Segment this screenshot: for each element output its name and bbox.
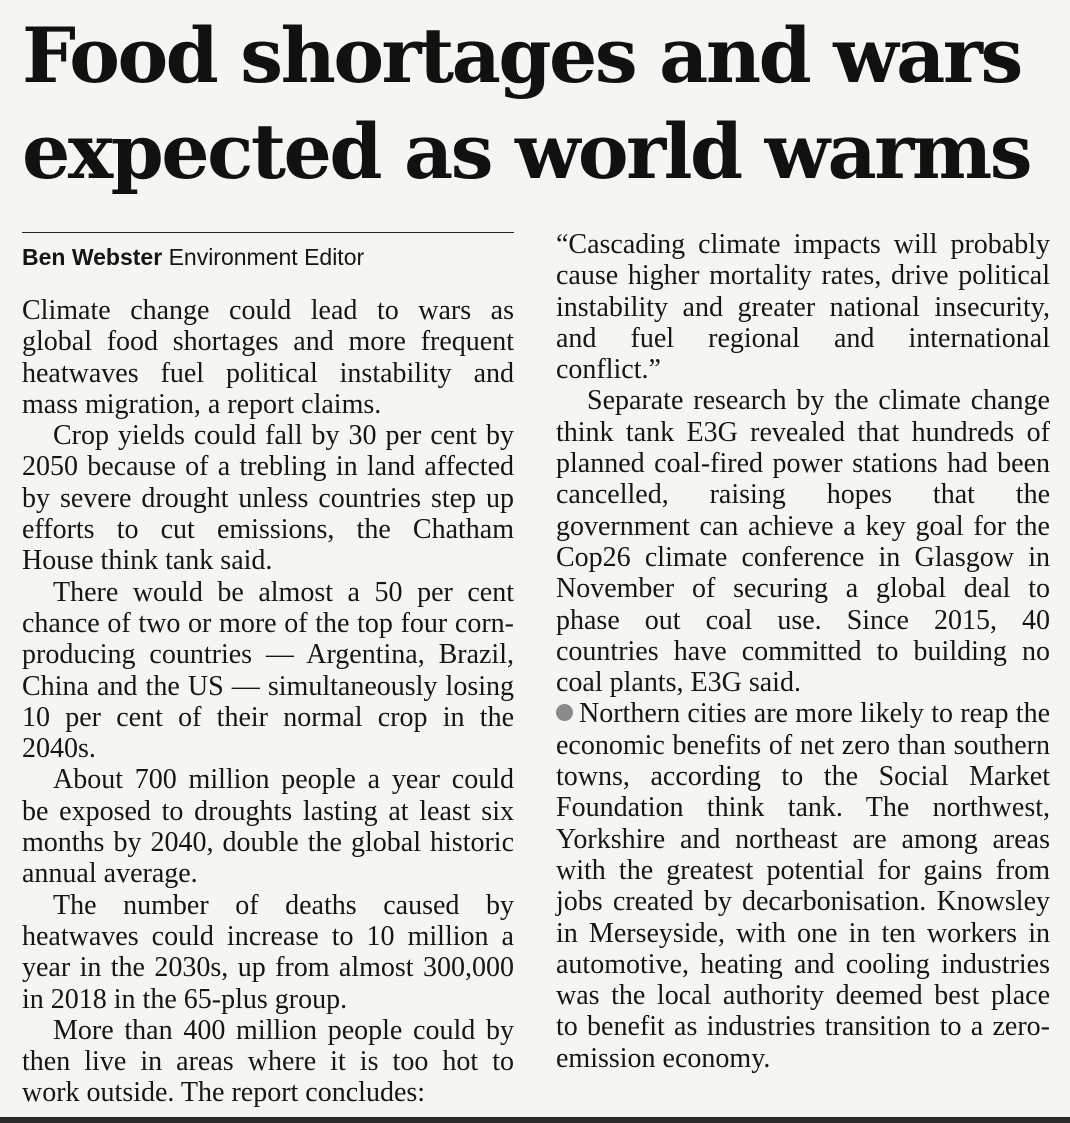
paragraph: The number of deaths caused by heatwaves could increase to 10 million a year in the 2030s, up from almost 300,000 in 2018 in the 65-plus group. (22, 889, 514, 1015)
paragraph: Climate change could lead to wars as global food shortages and more frequent heatwaves fuel political instability and mass migration, a report claims. (22, 295, 514, 420)
bottom-border (0, 1117, 1070, 1123)
paragraph: There would be almost a 50 per cent chance of two or more of the top four corn-producing countries — Argentina, Brazil, China and the US — simultaneously losing 10 per cent of their normal crop in the 2040s. (22, 576, 514, 765)
bullet-paragraph-text: Northern cities are more likely to reap the economic benefits of net zero than southern towns, according to the Social Market Foundation think tank. The northwest, Yorkshire and northeast are among areas with the greatest potential for gains from jobs created by decarbonisation. Knowsley in Merseyside, with one in ten workers in automotive, heating and cooling industries was the local authority deemed best place to benefit as industries transition to a zero-emission economy. (556, 698, 1050, 1074)
paragraph: “Cascading climate impacts will probably cause higher mortality rates, drive political instability and greater national insecurity, and fuel regional and international conflict.” (556, 229, 1050, 386)
byline-author: Ben Webster (22, 244, 163, 270)
right-column (556, 229, 1050, 1074)
bullet-paragraph (556, 698, 1050, 1074)
byline (22, 244, 514, 270)
left-column (22, 232, 514, 1109)
headline-line-1: Food shortages and wars (22, 11, 1021, 100)
byline-role: Environment Editor (168, 244, 365, 270)
paragraph: Crop yields could fall by 30 per cent by 2050 because of a trebling in land affected by severe drought unless countries step up efforts to cut emissions, the Chatham House think tank said. (22, 420, 514, 577)
bullet-icon (556, 704, 573, 721)
headline (22, 8, 1052, 200)
headline-line-2: expected as world warms (22, 107, 1031, 196)
paragraph: Separate research by the climate change think tank E3G revealed that hundreds of planned coal-fired power stations had been cancelled, raising hopes that the government can achieve a key goal for the Cop26 climate conference in Glasgow in November of securing a global deal to phase out coal use. Since 2015, 40 countries have committed to building no coal plants, E3G said. (556, 385, 1050, 699)
paragraph: About 700 million people a year could be exposed to droughts lasting at least six months by 2040, double the global historic annual average. (22, 764, 514, 890)
paragraph: More than 400 million people could by then live in areas where it is too hot to work outside. The report concludes: (22, 1014, 514, 1109)
byline-rule (22, 232, 514, 233)
